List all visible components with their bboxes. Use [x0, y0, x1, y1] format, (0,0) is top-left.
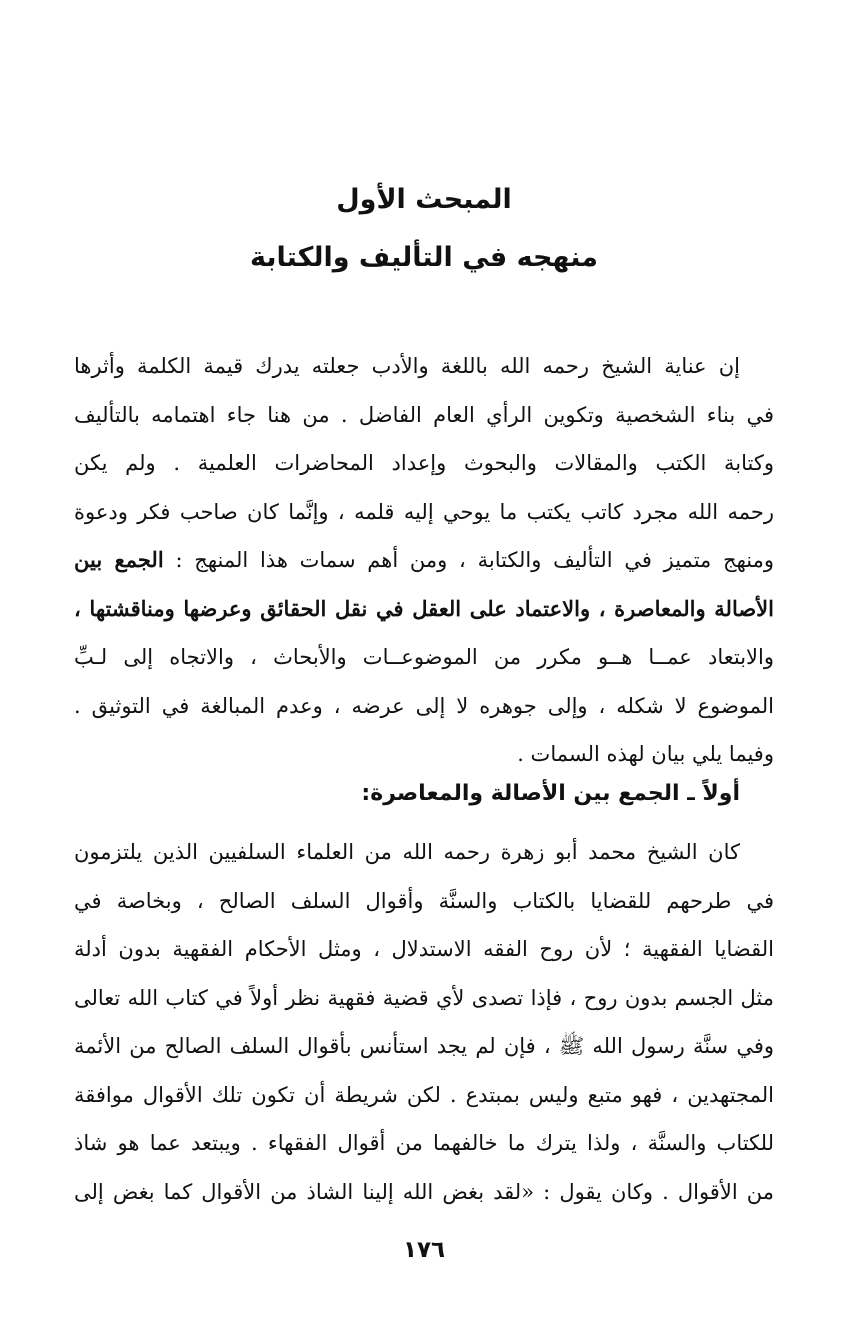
text-line: وفيما يلي بيان لهذه السمات .: [517, 742, 774, 766]
text-line: في بناء الشخصية وتكوين الرأي العام الفاضل . من هنا جاء اهتمامه بالتأليف: [74, 402, 774, 427]
text-line: من الأقوال . وكان يقول : «لقد بغض الله إلينا الشاذ من الأقوال كما بغض إلى: [74, 1179, 774, 1204]
paragraph-intro: [74, 342, 774, 779]
text-line: [74, 536, 774, 585]
text-line: وكتابة الكتب والمقالات والبحوث وإعداد المحاضرات العلمية . ولم يكن: [74, 451, 774, 475]
text-line: المجتهدين ، فهو متبع وليس بمبتدع . لكن شريطة أن تكون تلك الأقوال موافقة: [74, 1082, 774, 1107]
text-line: مثل الجسم بدون روح ، فإذا تصدى لأي قضية فقهية نظر أولاً في كتاب الله تعالى: [74, 985, 774, 1010]
text-line: في طرحهم للقضايا بالكتاب والسنَّة وأقوال السلف الصالح ، وبخاصة في: [74, 888, 774, 913]
text-line: كان الشيخ محمد أبو زهرة رحمه الله من العلماء السلفيين الذين يلتزمون: [74, 840, 740, 864]
chapter-title: المبحث الأول: [336, 184, 512, 215]
paragraph-section-one: [74, 828, 774, 1216]
text-line: إن عناية الشيخ رحمه الله باللغة والأدب جعلته يدرك قيمة الكلمة وأثرها: [74, 354, 740, 378]
bold-text-segment: الأصالة والمعاصرة ، والاعتماد على العقل في نقل الحقائق وعرضها ومناقشتها ،: [74, 595, 774, 621]
text-line: القضايا الفقهية ؛ لأن روح الفقه الاستدلال ، ومثل الأحكام الفقهية بدون أدلة: [74, 937, 774, 961]
text-line: للكتاب والسنَّة ، ولذا يترك ما خالفهما من أقوال الفقهاء . ويبتعد عما هو شاذ: [74, 1131, 774, 1155]
text-segment: ومنهج متميز في التأليف والكتابة ، ومن أهم سمات هذا المنهج :: [175, 548, 774, 572]
page-number: ١٧٦: [402, 1237, 446, 1263]
text-line: رحمه الله مجرد كاتب يكتب ما يوحي إليه قلمه ، وإنَّما كان صاحب فكر ودعوة: [74, 499, 774, 524]
text-line: الموضوع لا شكله ، وإلى جوهره لا إلى عرضه ، وعدم المبالغة في التوثيق .: [74, 693, 774, 718]
bold-text-segment: الجمع بين: [74, 547, 164, 572]
text-line: وفي سنَّة رسول الله ﷺ ، فإن لم يجد استأنس بأقوال السلف الصالح من الأئمة: [74, 1034, 774, 1058]
text-line: والابتعاد عمــا هــو مكرر من الموضوعــات والأبحاث ، والاتجاه إلى لـبِّ: [74, 645, 774, 669]
chapter-subtitle: منهجه في التأليف والكتابة: [249, 242, 598, 273]
text-line-bold: [74, 585, 774, 634]
section-heading: أولاً ـ الجمع بين الأصالة والمعاصرة:: [361, 781, 740, 806]
